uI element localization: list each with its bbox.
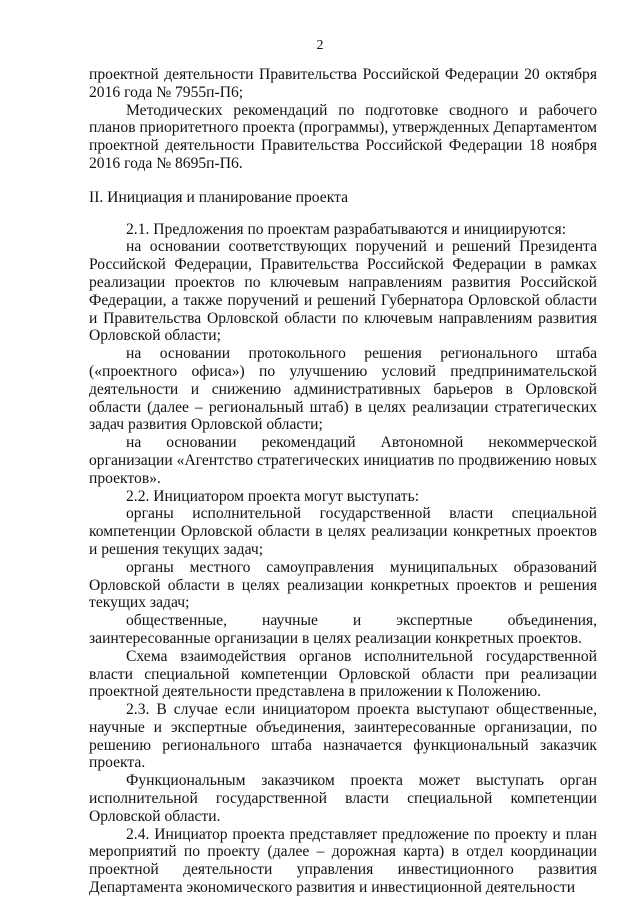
paragraph-functional-customer: Функциональным заказчиком проекта может выступать орган исполнительной государственной власти специальной компетенции Орловской области.	[89, 772, 597, 825]
paragraph-2-1-item-1: на основании соответствующих поручений и решений Президента Российской Федерации, Правительства Российской Федерации в рамках реализации проектов по ключевым направлениям развития Российской Федерации, а также поручений и решений Губернатора Орловской области и Правительства Орловской области по ключевым направлениям развития Орловской области;	[89, 238, 597, 345]
page-number: 2	[316, 38, 324, 53]
paragraph-2-2-item-2: органы местного самоуправления муниципальных образований Орловской области в целях реализации конкретных проектов и решения текущих задач;	[89, 558, 597, 612]
paragraph-2-2-item-3: общественные, научные и экспертные объединения, заинтересованные организации в целях реализации конкретных проектов.	[89, 612, 597, 647]
paragraph-2-1-item-2: на основании протокольного решения регионального штаба («проектного офиса») по улучшению условий предпринимательской деятельности и снижению административных барьеров в Орловской области (далее – региональный штаб) в целях реализации стратегических задач развития Орловской области;	[89, 345, 597, 434]
paragraph-2-1: 2.1. Предложения по проектам разрабатываются и инициируются:	[126, 220, 567, 238]
paragraph-2-4: 2.4. Инициатор проекта представляет предложение по проекту и план мероприятий по проекту (далее – дорожная карта) в отдел координации проектной деятельности управления инвестиционного развития Департамента экономического развития и инвестиционной деятельности	[89, 825, 597, 897]
paragraph-interaction-scheme: Схема взаимодействия органов исполнительной государственной власти специальной компетенции Орловской области при реализации проектной деятельности представлена в приложении к Положению.	[89, 647, 597, 701]
document-body	[89, 66, 597, 897]
paragraph-continuation: проектной деятельности Правительства Российской Федерации 20 октября 2016 года № 7955п-П6;	[89, 66, 597, 101]
section-heading: II. Инициация и планирование проекта	[89, 188, 349, 206]
paragraph-2-2-item-1: органы исполнительной государственной власти специальной компетенции Орловской области в целях реализации конкретных проектов и решения текущих задач;	[89, 505, 597, 558]
paragraph-2-3: 2.3. В случае если инициатором проекта выступают общественные, научные и экспертные объединения, заинтересованные организации, по решению регионального штаба назначается функциональный заказчик проекта.	[89, 701, 597, 772]
paragraph-2-1-item-3: на основании рекомендаций Автономной некоммерческой организации «Агентство стратегических инициатив по продвижению новых проектов».	[89, 434, 597, 487]
paragraph-methodical-recommendations: Методических рекомендаций по подготовке сводного и рабочего планов приоритетного проекта (программы), утвержденных Департаментом проектной деятельности Правительства Российской Федерации 18 ноября 2016 года № 8695п-П6.	[89, 101, 597, 172]
paragraph-2-2: 2.2. Инициатором проекта могут выступать:	[126, 487, 420, 505]
